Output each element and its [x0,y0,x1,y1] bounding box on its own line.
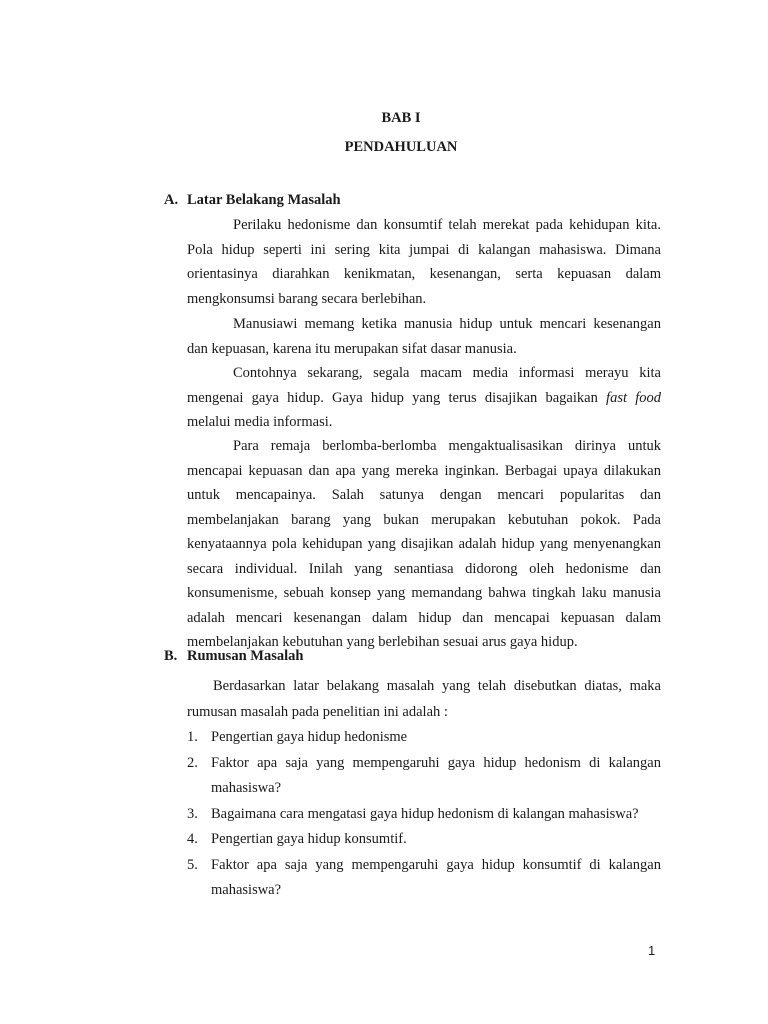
list-item-text: Faktor apa saja yang mempengaruhi gaya hidup konsumtif di kalangan mahasiswa? [211,856,661,898]
section-b-intro: Berdasarkan latar belakang masalah yang telah disebutkan diatas, maka rumusan masalah pada penelitian ini adalah : [187,678,661,720]
section-a-title: Latar Belakang Masalah [187,192,341,208]
list-item [187,827,661,853]
paragraph-3-text-end: melalui media informasi. [187,414,333,430]
list-item [187,853,661,904]
list-item [187,751,661,802]
section-b-letter: B. [164,648,178,664]
problem-list [187,725,661,904]
list-item-text: Bagaimana cara mengatasi gaya hidup hedonism di kalangan mahasiswa? [211,805,639,822]
section-b-heading [164,647,303,665]
list-item-number: 3. [187,805,198,822]
section-b-title: Rumusan Masalah [187,648,304,664]
paragraph-3-italic-term: fast food [606,389,661,406]
list-item-text: Pengertian gaya hidup hedonisme [211,729,408,745]
section-a-heading [164,191,341,209]
section-a-paragraph-1: Perilaku hedonisme dan konsumtif telah merekat pada kehidupan kita. Pola hidup seperti ini sering kita jumpai di kalangan mahasiswa. Dimana orientasinya diarahkan kenikmatan, kesenangan, serta kepuasan dalam mengkonsumsi barang secara berlebihan. [187,217,661,307]
section-a-letter: A. [164,192,179,208]
list-item-number: 1. [187,729,198,745]
list-item-text: Faktor apa saja yang mempengaruhi gaya hidup hedonism di kalangan mahasiswa? [211,754,661,796]
paragraph-3-text-start: Contohnya sekarang, segala macam media informasi merayu kita mengenai gaya hidup. Gaya hidup yang terus disajikan bagaikan [187,365,661,406]
list-item-number: 2. [187,754,198,771]
list-item-number: 5. [187,856,198,873]
section-a-paragraph-2: Manusiawi memang ketika manusia hidup untuk mencari kesenangan dan kepuasan, karena itu merupakan sifat dasar manusia. [187,316,661,357]
chapter-label: BAB I [381,110,421,126]
chapter-title: PENDAHULUAN [344,139,458,155]
section-a-paragraph-3 [187,361,661,435]
list-item [187,725,661,751]
list-item-number: 4. [187,831,198,847]
page-number: 1 [648,943,656,958]
list-item-text: Pengertian gaya hidup konsumtif. [211,831,407,847]
list-item [187,802,661,828]
section-a-paragraph-4: Para remaja berlomba-berlomba mengaktualisasikan dirinya untuk mencapai kepuasan dan apa yang mereka inginkan. Berbagai upaya dilakukan untuk mencapainya. Salah satunya dengan mencari popularitas dan membelanjakan barang yang bukan merupakan kebutuhan pokok. Pada kenyataannya pola kehidupan yang disajikan adalah hidup yang menyenangkan secara individual. Inilah yang senantiasa didorong oleh hedonisme dan konsumenisme, sebuah konsep yang memandang bahwa tingkah laku manusia adalah mencari kesenangan dalam hidup dan mencapai kepuasan dalam membelanjakan kebutuhan yang berlebihan sesuai arus gaya hidup. [187,438,661,650]
